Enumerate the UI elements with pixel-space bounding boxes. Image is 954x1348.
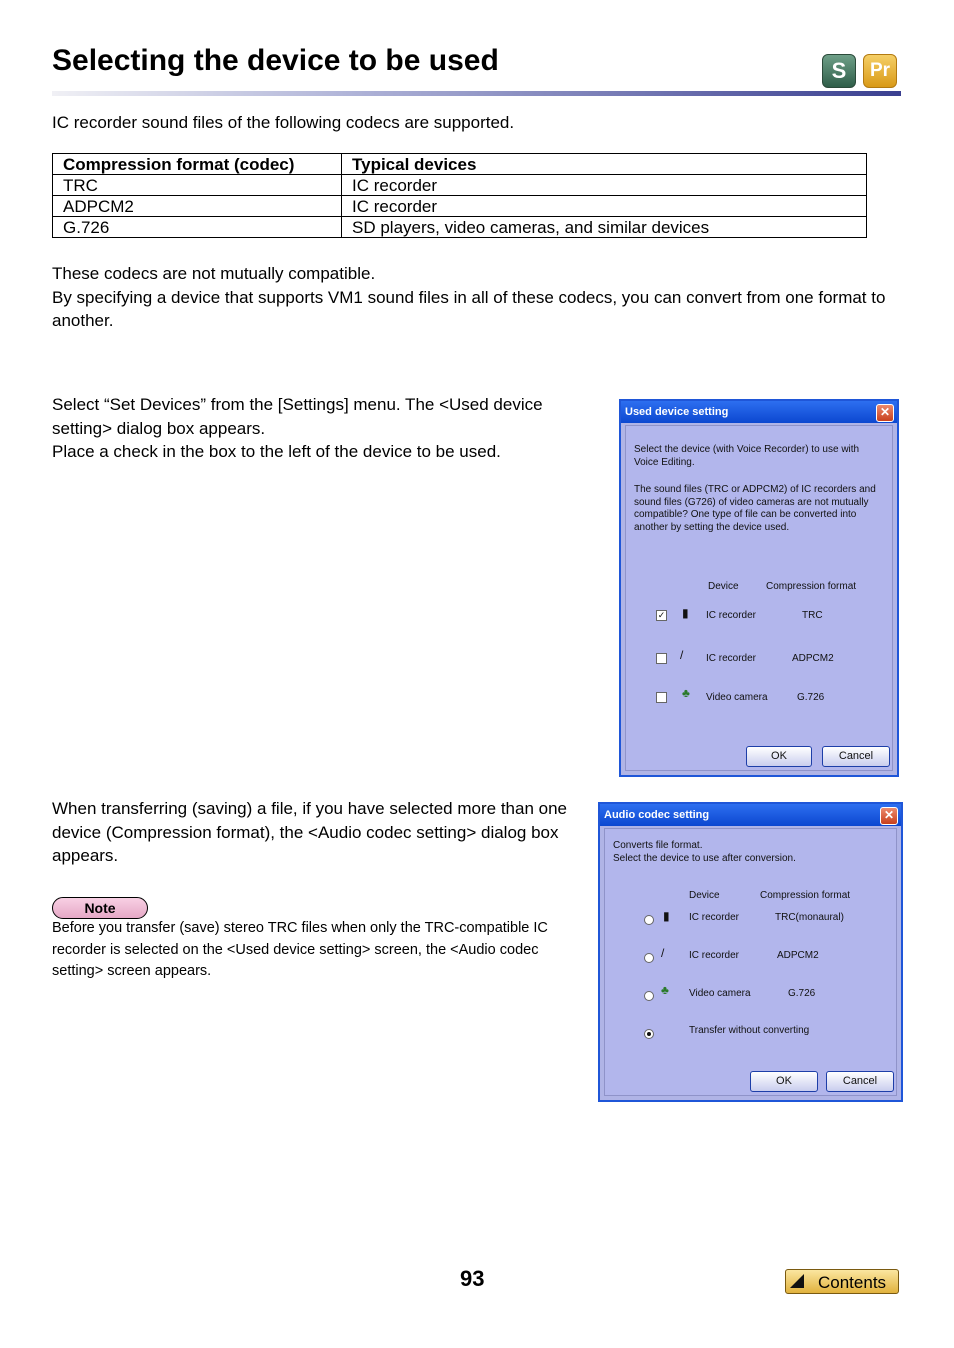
compat-line2: By specifying a device that supports VM1 sound files in all of these codecs, you can convert from one format to another. bbox=[52, 287, 886, 330]
note-text: Before you transfer (save) stereo TRC files when only the TRC-compatible IC recorder is selected on the <Used device setting> screen, the <Audio codec setting> screen appears. bbox=[52, 920, 548, 979]
cancel-button[interactable]: Cancel bbox=[826, 1071, 894, 1092]
device-label: IC recorder bbox=[689, 950, 740, 961]
table-row bbox=[53, 175, 867, 196]
format-label: G.726 bbox=[788, 988, 816, 999]
device-checkbox[interactable] bbox=[656, 653, 667, 664]
title-rule bbox=[52, 91, 901, 96]
pro-badge-icon: Pr bbox=[863, 54, 897, 88]
ok-button[interactable]: OK bbox=[746, 746, 812, 767]
device-label: Video camera bbox=[706, 692, 768, 703]
ok-button[interactable]: OK bbox=[750, 1071, 818, 1092]
format-column-header: Compression format bbox=[760, 890, 851, 901]
dialog-body bbox=[604, 828, 897, 1096]
table-header-row bbox=[53, 154, 867, 175]
device-column-header: Device bbox=[708, 581, 739, 592]
table-cell: IC recorder bbox=[342, 175, 867, 196]
format-label: ADPCM2 bbox=[777, 950, 819, 961]
pen-recorder-icon: / bbox=[661, 946, 665, 960]
transfer-label: Transfer without converting bbox=[689, 1025, 810, 1036]
table-header: Typical devices bbox=[342, 154, 867, 175]
table-cell: IC recorder bbox=[342, 196, 867, 217]
used-device-dialog bbox=[619, 399, 899, 777]
table-cell: G.726 bbox=[53, 217, 342, 238]
device-column-header: Device bbox=[689, 890, 720, 901]
ic-recorder-icon: ▮ bbox=[682, 606, 689, 620]
format-label: G.726 bbox=[797, 692, 825, 703]
transfer-radio[interactable] bbox=[644, 1029, 654, 1039]
close-icon[interactable]: ✕ bbox=[880, 807, 898, 825]
close-icon[interactable]: ✕ bbox=[876, 404, 894, 422]
video-camera-icon: ♣ bbox=[661, 983, 669, 997]
step2-paragraph: When transferring (saving) a file, if you have selected more than one device (Compression format), the <Audio codec setting> dialog box appears. bbox=[52, 799, 567, 865]
dialog-description: The sound files (TRC or ADPCM2) of IC recorders and sound files (G726) of video cameras are not mutually compatible? One type of file can be converted into another by setting the device used. bbox=[634, 484, 876, 533]
contents-label: Contents bbox=[818, 1273, 887, 1292]
device-checkbox[interactable] bbox=[656, 692, 667, 703]
format-label: ADPCM2 bbox=[792, 653, 834, 664]
page-title: Selecting the device to be used bbox=[52, 44, 499, 77]
compat-line1: These codecs are not mutually compatible. bbox=[52, 264, 376, 283]
dialog-title: Audio codec setting bbox=[600, 804, 901, 826]
step1-paragraph bbox=[52, 393, 552, 464]
video-camera-icon: ♣ bbox=[682, 686, 690, 700]
table-cell: TRC bbox=[53, 175, 342, 196]
step1-line1: Select “Set Devices” from the [Settings] menu. The <Used device setting> dialog box appears. bbox=[52, 395, 543, 438]
compat-paragraph bbox=[52, 262, 892, 333]
dialog-title: Used device setting bbox=[621, 401, 897, 423]
device-label: IC recorder bbox=[706, 610, 757, 621]
dialog-description: Select the device (with Voice Recorder) to use with Voice Editing. bbox=[634, 444, 860, 468]
table-cell: SD players, video cameras, and similar devices bbox=[342, 217, 867, 238]
intro-text: IC recorder sound files of the following codecs are supported. bbox=[52, 113, 515, 132]
format-label: TRC(monaural) bbox=[775, 912, 844, 923]
ic-recorder-icon: ▮ bbox=[663, 909, 670, 923]
audio-codec-dialog bbox=[598, 802, 903, 1102]
device-label: IC recorder bbox=[689, 912, 740, 923]
codec-table bbox=[52, 153, 867, 238]
table-cell: ADPCM2 bbox=[53, 196, 342, 217]
codec-radio[interactable] bbox=[644, 915, 654, 925]
standard-badge-icon: S bbox=[822, 54, 856, 88]
device-label: IC recorder bbox=[706, 653, 757, 664]
contents-button[interactable] bbox=[785, 1269, 899, 1294]
return-arrow-icon bbox=[790, 1274, 804, 1288]
codec-radio[interactable] bbox=[644, 991, 654, 1001]
cancel-button[interactable]: Cancel bbox=[822, 746, 890, 767]
dialog-description: Converts file format. Select the device to use after conversion. bbox=[613, 840, 796, 864]
device-checkbox[interactable]: ✓ bbox=[657, 610, 666, 620]
format-column-header: Compression format bbox=[766, 581, 857, 592]
codec-radio[interactable] bbox=[644, 953, 654, 963]
note-label: Note bbox=[52, 897, 148, 919]
device-label: Video camera bbox=[689, 988, 751, 999]
table-row bbox=[53, 196, 867, 217]
table-header: Compression format (codec) bbox=[53, 154, 342, 175]
pen-recorder-icon: / bbox=[680, 648, 684, 662]
page-number: 93 bbox=[460, 1266, 485, 1291]
table-row bbox=[53, 217, 867, 238]
step1-line2: Place a check in the box to the left of the device to be used. bbox=[52, 442, 501, 461]
dialog-body bbox=[625, 425, 893, 771]
format-label: TRC bbox=[802, 610, 823, 621]
